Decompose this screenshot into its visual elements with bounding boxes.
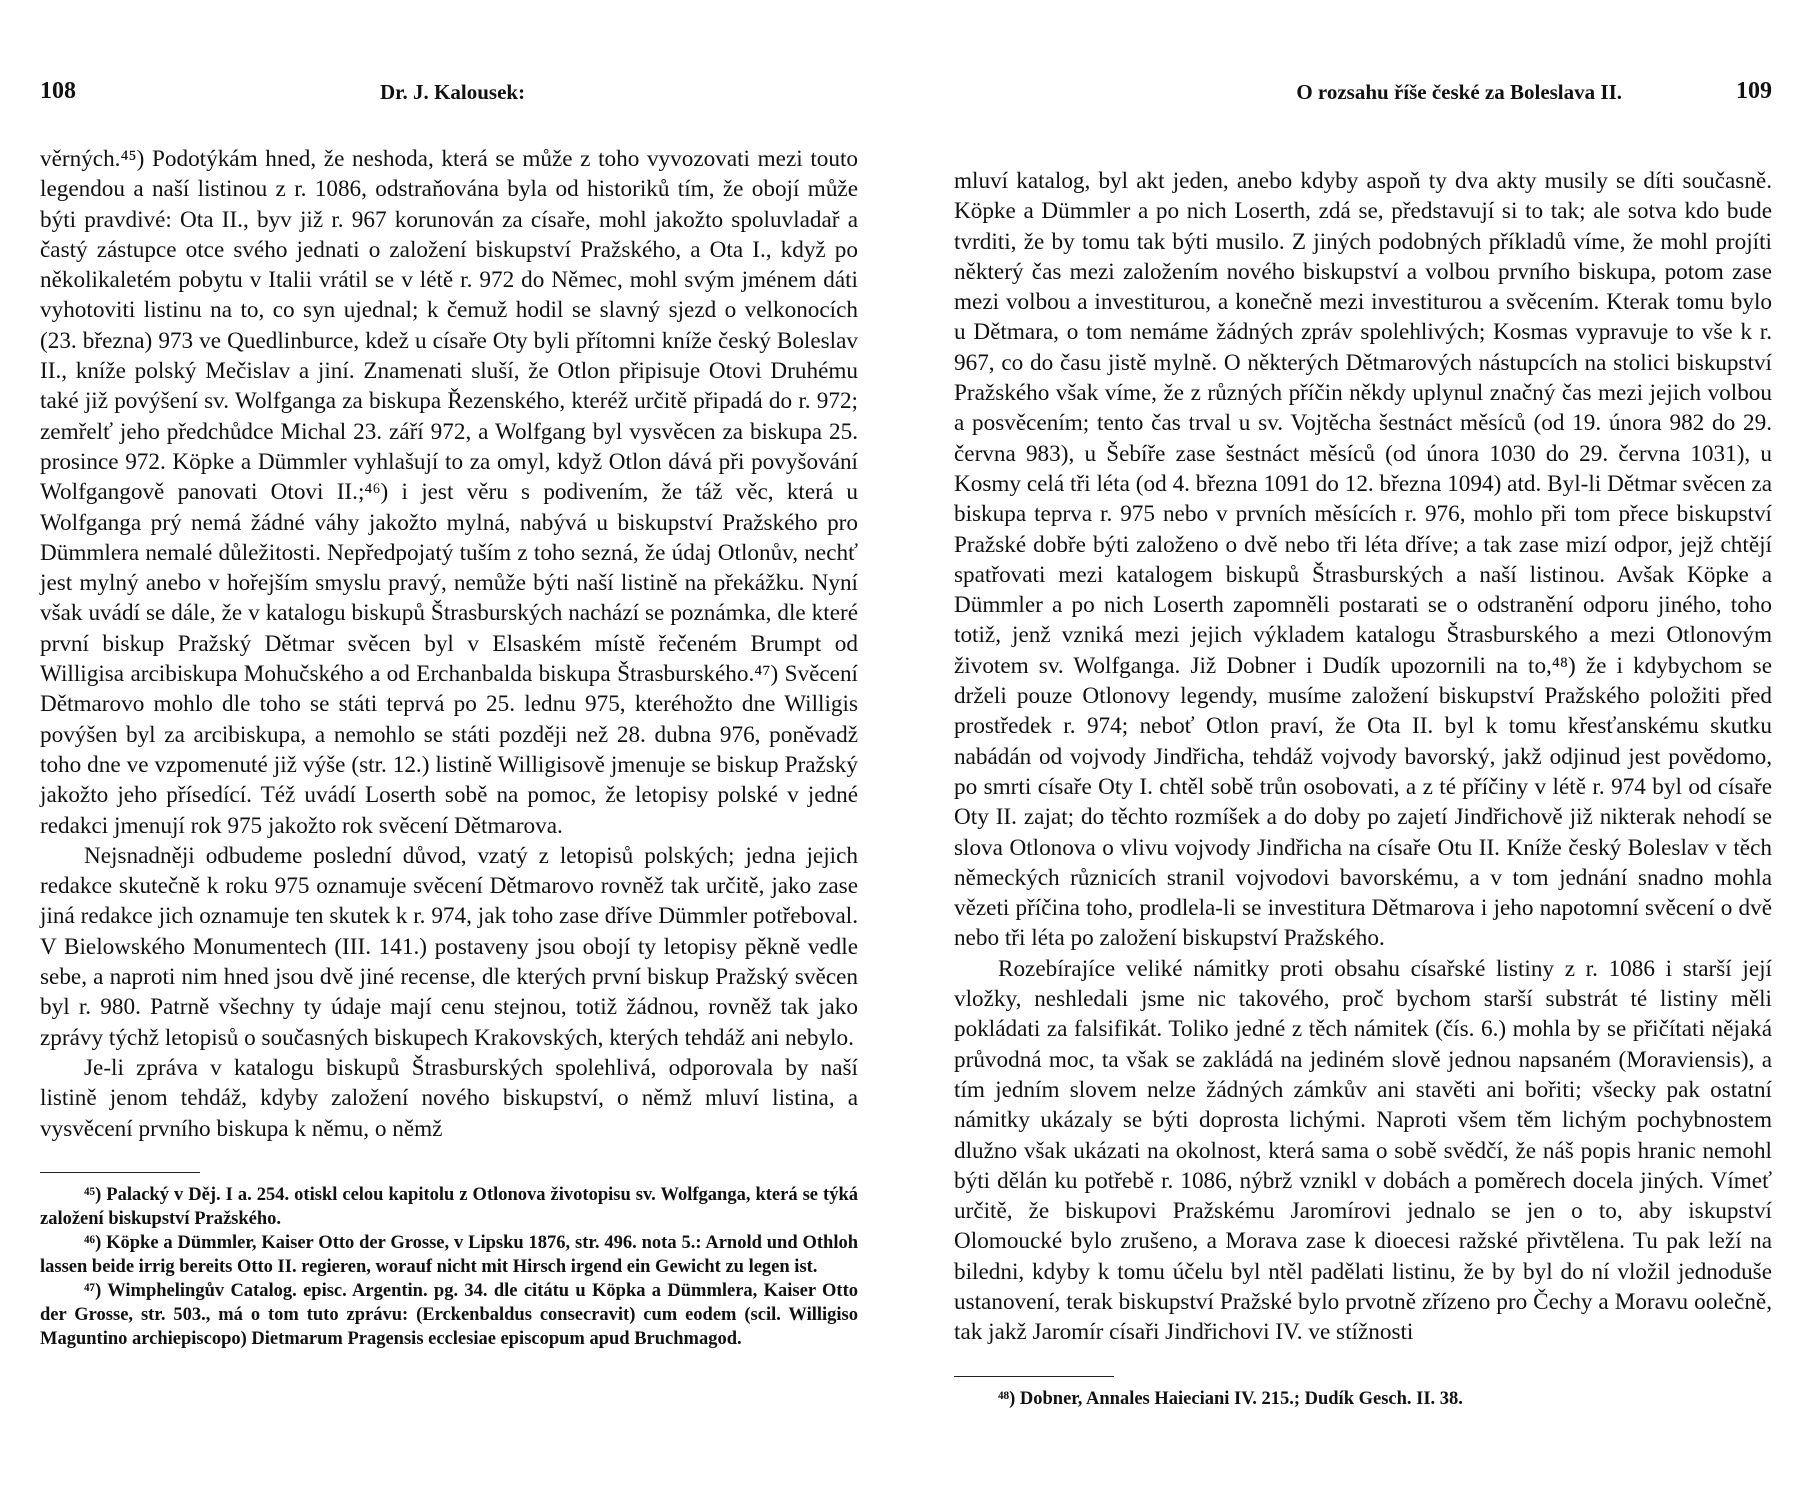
left-footnotes <box>40 1183 858 1351</box>
footnote-45: ⁴⁵) Palacký v Děj. I a. 254. otiskl celou kapitolu z Otlonova životopisu sv. Wolfganga, která se týká založení biskupství Pražského. <box>40 1184 858 1229</box>
left-paragraph-2: Nejsnadněji odbudeme poslední důvod, vzatý z letopisů polských; jedna jejich redakce skutečně k roku 975 oznamuje svěcení Dětmarovo rovněž tak určitě, jako zase jiná redakce jich oznamuje ten skutek k r. 974, jak toho zase dříve Dümmler potřeboval. V Bielowského Monumentech (III. 141.) postaveny jsou obojí ty letopisy pěkně vedle sebe, a naproti nim hned jsou dvě jiné recense, dle kterých první biskup Pražský svěcen byl r. 980. Patrně všechny ty údaje mají cenu stejnou, totiž žádnou, rovněž tak jako zprávy týchž letopisů o současných biskupech Krakovských, kterých tehdáž ani nebylo. <box>40 842 858 1051</box>
right-page <box>906 0 1812 1500</box>
right-footnote-rule <box>954 1376 1114 1377</box>
right-footnotes <box>954 1387 1772 1411</box>
footnote-47: ⁴⁷) Wimphelingův Catalog. episc. Argentin. pg. 34. dle citátu u Köpka a Dümmlera, Kaiser Otto der Grosse, str. 503., má o tom tuto zprávu: (Erckenbaldus consecravit) cum eodem (scil. Willigiso Maguntino archiepiscopo) Dietmarum Pragensis ecclesiae episcopum apud Bruchmagod. <box>40 1280 858 1349</box>
right-paragraph-1: mluví katalog, byl akt jeden, anebo kdyby aspoň ty dva akty musily se díti současně. Köpke a Dümmler a po nich Loserth, zdá se, představují si to tak; ale sotva kdo bude tvrditi, že by tomu tak býti musilo. Z jiných podobných příkladů víme, že mohl projíti některý čas mezi založením nového biskupství a volbou prvního biskupa, potom zase mezi volbou a investiturou, a konečně mezi investiturou a svěcením. Kterak tomu bylo u Dětmara, o tom nemáme žádných zpráv spolehlivých; Kosmas vypravuje to vše k r. 967, co do času jistě mylně. O některých Dětmarových nástupcích na stolici biskupství Pražského však víme, že z různých příčin někdy uplynul značný čas mezi jejich volbou a posvěcením; tento čas trval u sv. Vojtěcha šestnáct měsíců (od 19. února 982 do 29. června 983), u Šebíře zase šestnáct měsíců (od února 1030 do 29. června 1031), u Kosmy celá tři léta (od 4. března 1091 do 12. března 1094) atd. Byl-li Dětmar svěcen za biskupa teprva r. 975 nebo v prvních měsících r. 976, mohlo při tom přece biskupství Pražské dobře býti založeno o dvě nebo tři léta dříve; a tak zase mizí odpor, jejž chtějí spatřovati mezi katalogem biskupů Štrasburských a naší listinou. Avšak Köpke a Dümmler a po nich Loserth zapomněli postarati se o odstranění odporu jiného, toho totiž, jenž vzniká mezi jejich výkladem katalogu Štrasburského a mezi Otlonovým životem sv. Wolfganga. Již Dobner i Dudík upozornili na to,⁴⁸) že i kdybychom se drželi pouze Otlonovy legendy, musíme založení biskupství Pražského položiti před prostředek r. 974; neboť Otlon praví, že Ota II. byl k tomu křesťanskému skutku nabádán od vojvody Jindřicha, tehdáž vojvody bavorský, jakž odjinud jest povědomo, po smrti císaře Oty I. chtěl sobě trůn osobovati, a z té příčiny v létě r. 974 byl od císaře Oty II. zajat; do těchto rozmíšek a do doby po zajetí Jindřichově již nikterak nehodí se slova Otlonova o vlivu vojvody Jindřicha na císaře Otu II. Kníže český Boleslav v těch německých různicích stranil vojvodovi bavorskému, a v tom jednání snadno mohla vězeti příčina toho, prodlela-li se investitura Dětmarova i jeho napotomní svěcení o dvě nebo tři léta po založení biskupství Pražského. <box>954 168 1772 952</box>
right-running-title: O rozsahu říše české za Boleslava II. <box>1296 80 1622 104</box>
left-body-text <box>40 144 858 1144</box>
right-body-text <box>954 166 1772 1348</box>
footnote-48: ⁴⁸) Dobner, Annales Haieciani IV. 215.; Dudík Gesch. II. 38. <box>998 1388 1463 1409</box>
left-running-title: Dr. J. Kalousek: <box>380 80 526 104</box>
right-paragraph-2: Rozebírajíce veliké námitky proti obsahu císařské listiny z r. 1086 i starší její vložky, neshledali jsme nic takového, proč bychom starší substrát té listiny měli pokládati za falsifikát. Toliko jedné z těch námitek (čís. 6.) mohla by se přičítati nějaká průvodná moc, ta však se zakládá na jediném slově jednou napsaném (Moraviensis), a tím jedním slovem nelze žádných zámkův ani stavěti ani bořiti; všecky pak ostatní námitky ukázaly se býti doprosta lichými. Naproti všem těm lichým pochybnostem dlužno však ukázati na okolnost, která sama o sobě svědčí, že náš popis hranic nemohl býti dělán ku potřebě r. 1086, nýbrž vznikl v dobách a poměrech docela jiných. Vímeť určitě, že biskupovi Pražskému Jaromírovi jednalo se jen o to, aby iskupství Olomoucké bylo zrušeno, a Morava zase k dioecesi ražské přivtělena. Tu pak leží na biledni, kdyby k tomu účelu byl ntěl padělati listinu, že by byl do ní vložil jednoduše ustanovení, terak biskupství Pražské bylo prvotně zřízeno pro Čechy a Moravu oolečně, tak jakž Jaromír císaři Jindřichovi IV. ve stížnosti <box>954 955 1772 1346</box>
left-paragraph-1: věrných.⁴⁵) Podotýkám hned, že neshoda, která se může z toho vyvozovati mezi touto legendou a naší listinou z r. 1086, odstraňována byla od historiků tím, že obojí může býti pravdivé: Ota II., byv již r. 967 korunován za císaře, mohl jakožto spoluvladař a častý zástupce otce svého jednati o založení biskupství Pražského, a Ota I., když po několikaletém pobytu v Italii vrátil se v létě r. 972 do Němec, mohl svým jménem dáti vyhotoviti listinu na to, co syn ujednal; k čemuž hodil se slavný sjezd o velkonocích (23. března) 973 ve Quedlinburce, kdež u císaře Oty byli přítomni kníže český Boleslav II., kníže polský Mečislav a jiní. Znamenati sluší, že Otlon připisuje Otovi Druhému také již povýšení sv. Wolfganga za biskupa Řezenského, kteréž určitě připadá do r. 972; zemřelť jeho předchůdce Michal 23. září 972, a Wolfgang byl vysvěcen za biskupa 25. prosince 972. Köpke a Dümmler vyhlašují to za omyl, když Otlon dává při povyšování Wolfgangově panovati Otovi II.;⁴⁶) i jest věru s podivením, že táž věc, která u Wolfganga prý nemá žádné váhy jakožto mylná, nabývá u biskupství Pražského pro Dümmlera nemalé důležitosti. Nepředpojatý tuším z toho sezná, že údaj Otlonův, nechť jest mylný anebo v hořejším smyslu pravý, nemůže býti naší listině na překážku. Nyní však uvádí se dále, že v katalogu biskupů Štrasburských nachází se poznámka, dle které první biskup Pražský Dětmar svěcen byl v Elsaském místě řečeném Brumpt od Willigisa arcibiskupa Mohučského a od Erchanbalda biskupa Štrasburského.⁴⁷) Svěcení Dětmarovo mohlo dle toho se státi teprvá po 25. lednu 975, kteréhožto dne Willigis povýšen byl za arcibiskupa, a nemohlo se státi později než 28. dubna 976, poněvadž toho dne ve vzpomenuté již výše (str. 12.) listině Willigisově jmenuje se biskup Pražský jakožto jeho přísedící. Též uvádí Loserth sobě na pomoc, že letopisy polské v jedné redakci jmenují rok 975 jakožto rok svěcení Dětmarova. <box>40 146 858 839</box>
left-page-number: 108 <box>40 78 76 104</box>
left-footnote-rule <box>40 1172 200 1173</box>
left-paragraph-3: Je-li zpráva v katalogu biskupů Štrasburských spolehlivá, odporovala by naší listině jenom tehdáž, kdyby založení nového biskupství, o němž mluví listina, a vysvěcení prvního biskupa k němu, o němž <box>40 1054 858 1142</box>
footnote-46: ⁴⁶) Köpke a Dümmler, Kaiser Otto der Grosse, v Lipsku 1876, str. 496. nota 5.: Arnold und Othloh lassen beide irrig bereits Otto II. regieren, worauf nicht mit Hirsch irgend ein Gewicht zu legen ist. <box>40 1232 858 1277</box>
right-running-head <box>954 78 1772 114</box>
left-running-head <box>40 78 858 114</box>
right-page-number: 109 <box>1736 78 1772 104</box>
